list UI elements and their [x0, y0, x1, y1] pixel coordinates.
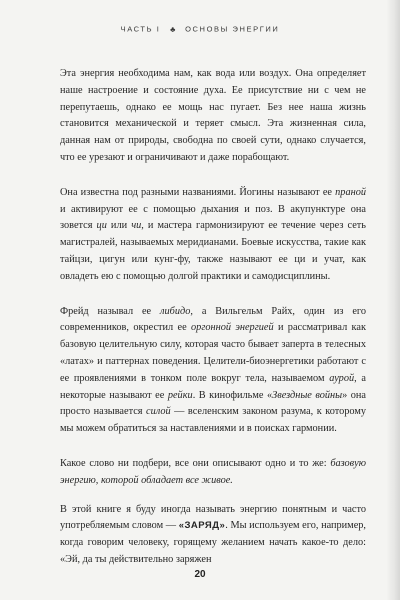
text-run: Какое слово ни подбери, все они описывают одно и то же:	[60, 457, 331, 469]
part-label: ЧАСТЬ I	[120, 24, 161, 34]
club-ornament-icon: ♣	[170, 24, 176, 34]
text-run: Фрейд называл ее	[60, 305, 161, 317]
text-run: . В кинофильме «	[192, 389, 273, 401]
term-star-wars: Звездные войны	[272, 389, 343, 401]
term-force: силой	[146, 406, 171, 418]
term-charge: «ЗАРЯД»	[178, 520, 226, 532]
term-aura: аурой	[329, 372, 355, 384]
term-qi: ци	[96, 220, 107, 232]
text-run: , а некоторые называют ее	[60, 372, 366, 401]
page-gutter-shadow	[386, 0, 400, 600]
text-run: , и мастера гармонизируют ее течение через сеть магистралей, называемых меридианами. Боевые искусства, такие как тайцзи, цигун или кунг-фу, также называют ее ци и учат, как овладеть ею с помощью долгой практики и самодисциплины.	[60, 220, 366, 282]
paragraph-2	[60, 185, 366, 286]
body-text	[60, 66, 366, 569]
paragraph-4	[60, 456, 366, 490]
term-prana: праной	[335, 186, 366, 198]
chapter-title: ОСНОВЫ ЭНЕРГИИ	[185, 24, 280, 34]
paragraph-5	[60, 502, 366, 569]
paragraph-1: Эта энергия необходима нам, как вода или воздух. Она определяет наше настроение и состояние духа. Ее присутствие ни с чем не перепутаешь, однако ее мощь нас пугает. Без нее наша жизнь становится механической и теряет смысл. Эта жизненная сила, данная нам от природы, свободна по своей сути, однако случается, что ее урезают и ограничивают и даже порабощают.	[60, 68, 366, 163]
page-number: 20	[194, 569, 206, 580]
term-reiki: рейки	[167, 389, 193, 401]
text-run: — вселенским законом разума, к которому мы можем обратиться за наставлениями и в поисках гармонии.	[60, 406, 366, 435]
term-chi: чи	[131, 220, 142, 232]
emphasis-basic-energy: базовую энергию, которой обладает все живое.	[60, 457, 366, 486]
text-run: В этой книге я буду иногда называть энергию понятным и часто употребляемым словом —	[60, 503, 366, 532]
text-run: и рассматривал как базовую целительную силу, которая часто бывает заперта в телесных «латах» и паттернах поведения. Целители-биоэнергетики работают с ее проявлениями в тонком поле вокруг тела, называемом	[60, 322, 366, 384]
text-run: и активируют ее с помощью дыхания и поз. В акупунктуре она зовется	[60, 203, 366, 232]
paragraph-3	[60, 304, 366, 438]
text-run: или	[106, 220, 132, 232]
term-orgone: оргонной энергией	[191, 322, 274, 334]
term-libido: либидо	[160, 305, 191, 317]
text-run: , а Вильгельм Райх, один из его современников, окрестил ее	[60, 305, 367, 334]
running-header	[0, 24, 400, 34]
text-run: Она известна под разными названиями. Йогины называют ее	[60, 186, 336, 198]
text-run: » она просто называется	[60, 389, 367, 418]
text-run: . Мы используем его, например, когда говорим человеку, горящему желанием начать какое-то дело: «Эй, да ты действительно заряжен	[60, 520, 366, 565]
